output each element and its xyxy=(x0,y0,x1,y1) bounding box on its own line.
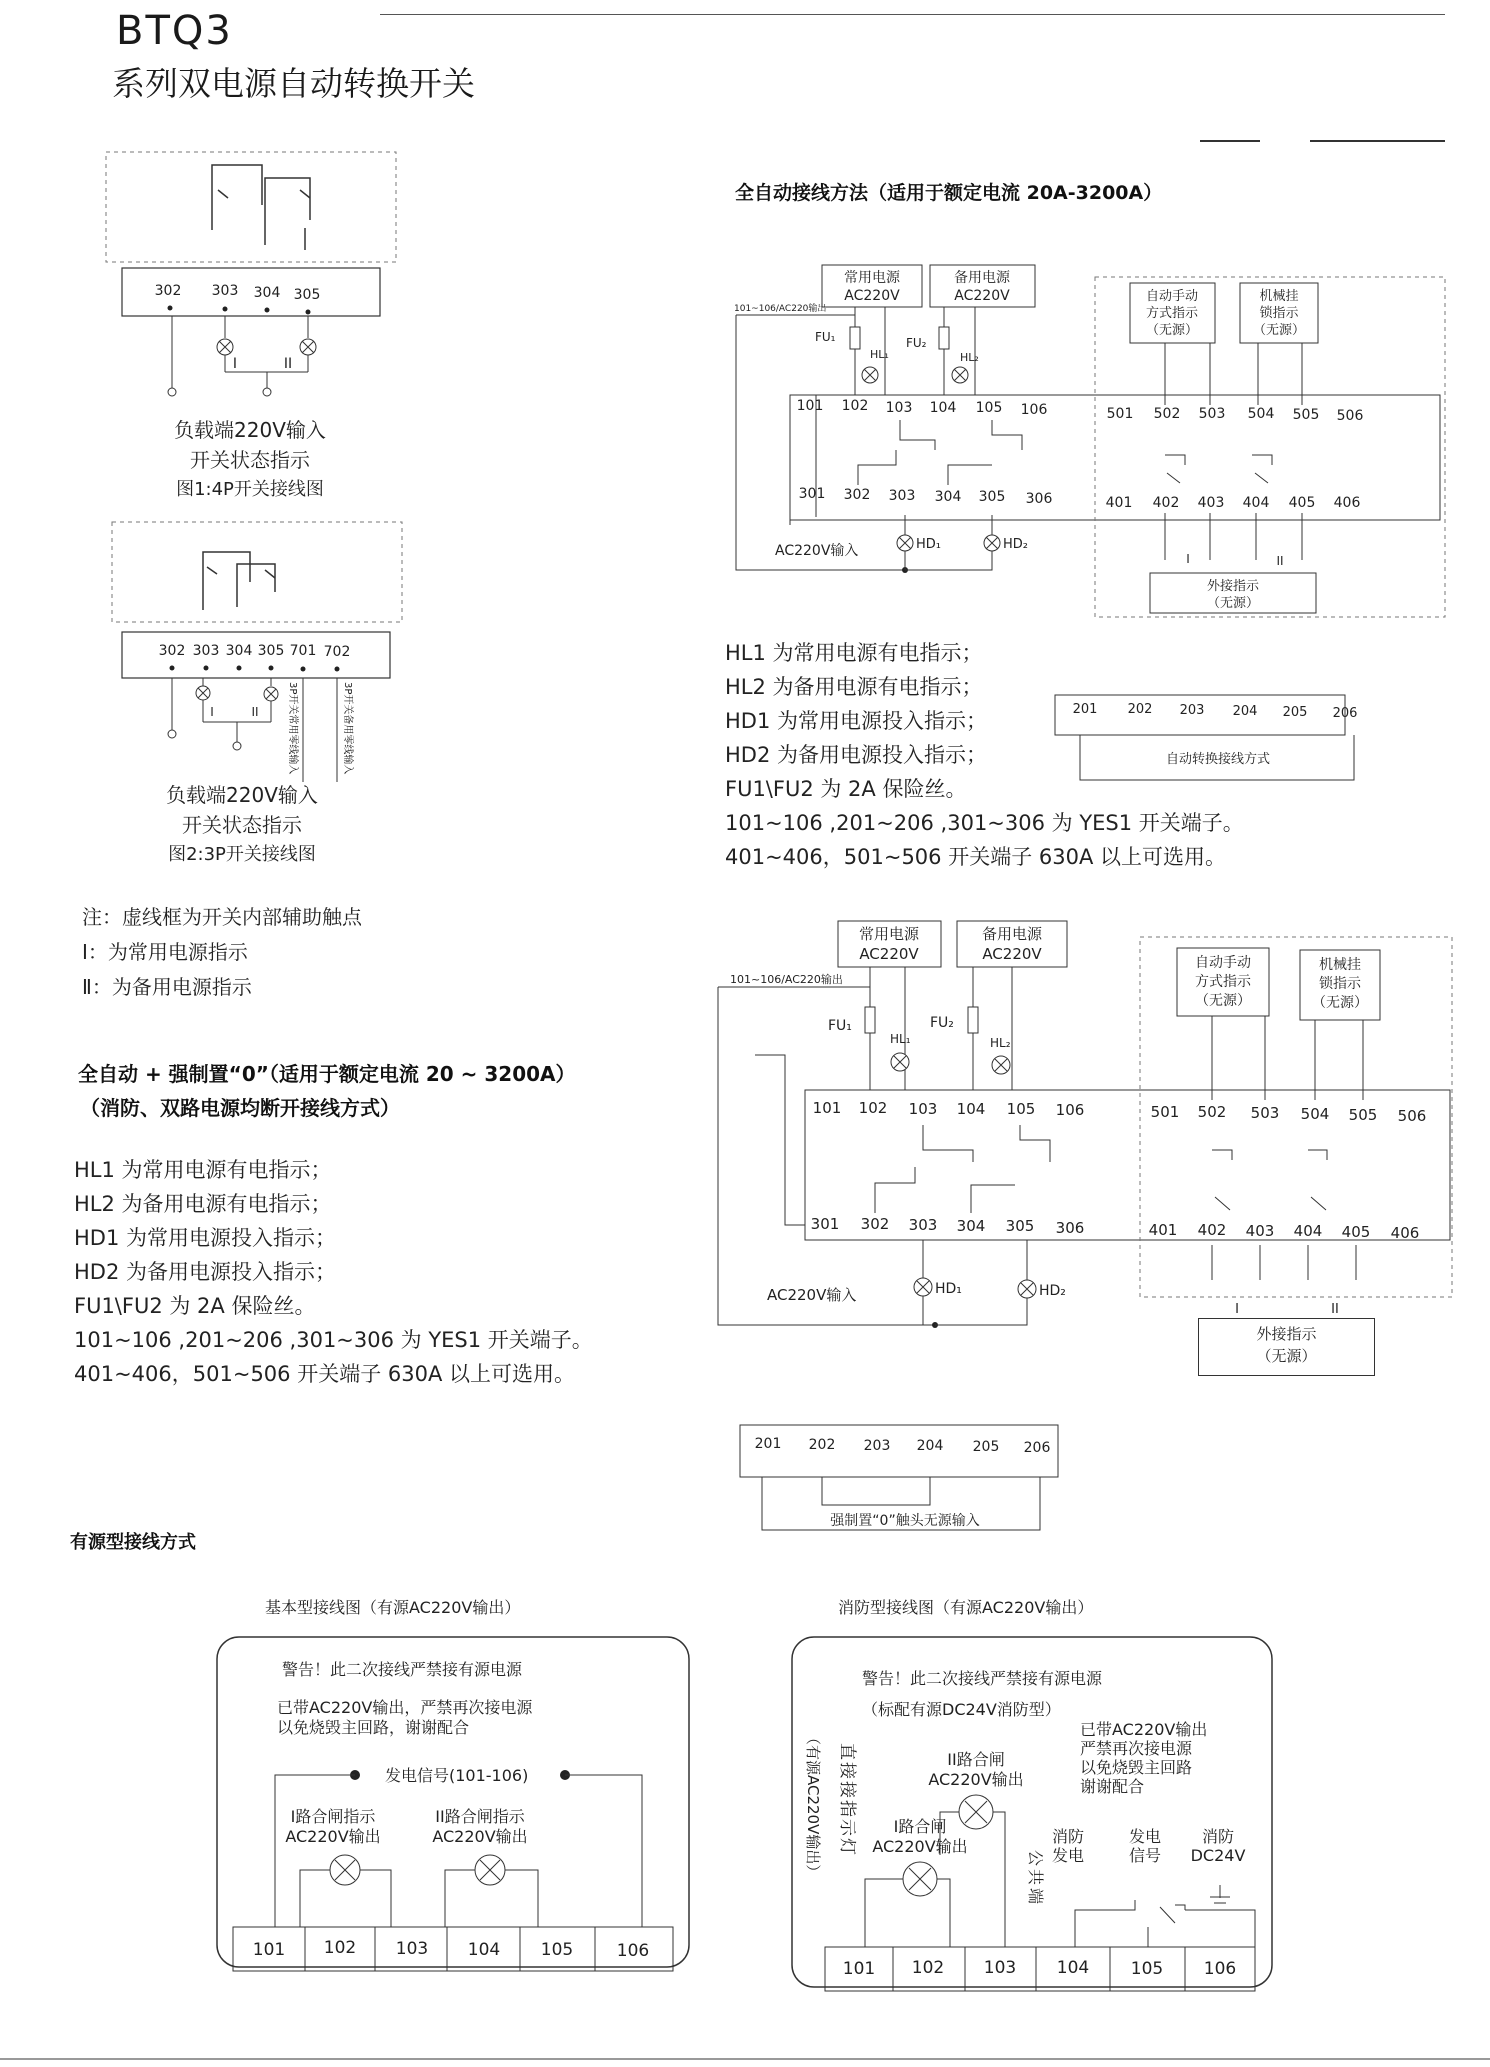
legend-b-line-5: FU1\FU2 为 2A 保险丝。 xyxy=(74,1294,316,1318)
diagram-a-ext-mark-1: I xyxy=(1186,552,1190,566)
diagram-b-r1-503: 503 xyxy=(1250,1104,1280,1122)
block-a-label: 自动转换接线方式 xyxy=(1165,752,1271,767)
fig1-term-302: 302 xyxy=(154,283,182,299)
fire-term-101: 101 xyxy=(842,1959,876,1979)
diagram-a-ext-l2: （无源） xyxy=(1206,596,1260,611)
diagram-a-ext-mark-2: II xyxy=(1276,554,1284,568)
diagram-b-r1-502: 502 xyxy=(1197,1103,1227,1121)
legend-a-line-3: HD1 为常用电源投入指示； xyxy=(725,709,987,733)
diagram-a-r2-404: 404 xyxy=(1242,495,1270,511)
basic-lamp1-l1: I路合闸指示 xyxy=(290,1807,376,1826)
diagram-b-src1-line2: AC220V xyxy=(859,945,919,963)
block-b-204: 204 xyxy=(916,1438,944,1454)
diagram-a-r1-103: 103 xyxy=(885,400,913,416)
diagram-b-ext-mark-1: I xyxy=(1235,1302,1239,1317)
diagram-a-r2-302: 302 xyxy=(843,487,871,503)
diagram-a-r2-406: 406 xyxy=(1333,495,1361,511)
fig2-term-303: 303 xyxy=(192,643,220,659)
basic-lamp1-l2: AC220V输出 xyxy=(285,1827,381,1846)
diagram-a-src1-line1: 常用电源 xyxy=(844,270,900,286)
fig2-lamp-label-1: I xyxy=(210,705,214,719)
diagram-a-r2-401: 401 xyxy=(1105,495,1133,511)
legend-b-line-7: 401~406，501~506 开关端子 630A 以上可选用。 xyxy=(74,1362,575,1386)
block-b-201: 201 xyxy=(754,1436,782,1452)
diagram-a-aux1-l2: 方式指示 xyxy=(1145,306,1199,321)
fire-title: 消防型接线图（有源AC220V输出） xyxy=(838,1598,1094,1617)
diagram-b-ext-l2: （无源） xyxy=(1256,1347,1317,1365)
fig2-aux-dashed-box xyxy=(112,522,402,622)
basic-term-103: 103 xyxy=(395,1939,429,1959)
note-line-3: Ⅱ：为备用电源指示 xyxy=(82,975,252,999)
diagram-b-hl1-label: HL₁ xyxy=(890,1032,911,1046)
fire-direct-lamp: 直接接指示灯 xyxy=(837,1743,857,1857)
page-title-code: BTQ3 xyxy=(116,8,233,54)
basic-warning: 警告！此二次接线严禁接有源电源 xyxy=(282,1660,523,1679)
page-subtitle: 系列双电源自动转换开关 xyxy=(112,64,475,103)
section-forced-subtitle: （消防、双路电源均断开接线方式） xyxy=(80,1096,400,1120)
fire-note-4: 谢谢配合 xyxy=(1080,1777,1145,1796)
fire-note-2: 严禁再次接电源 xyxy=(1080,1739,1193,1758)
section-forced-title: 全自动 + 强制置“0”（适用于额定电流 20 ~ 3200A） xyxy=(78,1062,576,1086)
diagram-a-fu1-label: FU₁ xyxy=(815,330,836,344)
diagram-a-r1-502: 502 xyxy=(1153,406,1181,422)
diagram-a-fu1 xyxy=(850,327,860,349)
diagram-b-fu2-label: FU₂ xyxy=(930,1015,954,1031)
diagram-b-hd1-label: HD₁ xyxy=(935,1281,962,1297)
fire-lamp1-l1: I路合闸 xyxy=(893,1817,947,1836)
block-b-206: 206 xyxy=(1023,1440,1051,1456)
diagram-b-r2-405: 405 xyxy=(1341,1223,1371,1241)
diagram-b xyxy=(715,915,1455,1335)
diagram-a-r2-304: 304 xyxy=(934,489,962,505)
diagram-b-aux1-l3: （无源） xyxy=(1195,993,1251,1009)
diagram-b-ext-l1: 外接指示 xyxy=(1256,1325,1317,1343)
notes-block xyxy=(82,900,362,1005)
diagram-b-fu1 xyxy=(865,1007,875,1033)
diagram-b-ac-input: AC220V输入 xyxy=(767,1286,857,1304)
note-line-2: Ⅰ：为常用电源指示 xyxy=(82,940,248,964)
diagram-a-hd1-label: HD₁ xyxy=(916,537,941,552)
basic-term-104: 104 xyxy=(467,1940,501,1960)
legend-b xyxy=(74,1153,593,1391)
diagram-a-r1-104: 104 xyxy=(929,400,957,416)
diagram-a-r2-306: 306 xyxy=(1025,491,1053,507)
diagram-a-src2-line1: 备用电源 xyxy=(954,270,1010,286)
block-b-202: 202 xyxy=(808,1437,836,1453)
legend-b-line-4: HD2 为备用电源投入指示； xyxy=(74,1260,336,1284)
fig2-term-701: 701 xyxy=(289,643,317,659)
fig1-terminal-labels xyxy=(155,283,321,303)
block-a-202: 202 xyxy=(1127,702,1153,717)
fig1-aux-dashed-box xyxy=(106,152,396,262)
fig2-caption-line-1: 负载端220V输入 xyxy=(166,783,318,807)
diagram-b-aux2-l2: 锁指示 xyxy=(1319,976,1361,992)
diagram-a-aux2-l2: 锁指示 xyxy=(1259,306,1299,321)
diagram-a-r1-501: 501 xyxy=(1106,406,1134,422)
fire-standard: （标配有源DC24V消防型） xyxy=(862,1700,1061,1719)
fire-lamp2-l2: AC220V输出 xyxy=(928,1770,1024,1789)
diagram-a xyxy=(730,255,1450,625)
fire-side-vertical: （有源AC220V输出） xyxy=(804,1730,822,1880)
diagram-b-fu2 xyxy=(968,1007,978,1033)
diagram-a-r2-403: 403 xyxy=(1197,495,1225,511)
fire-gen-signal-1: 发电 xyxy=(1128,1827,1162,1846)
fire-term-105: 105 xyxy=(1130,1959,1164,1979)
legend-a-line-2: HL2 为备用电源有电指示； xyxy=(725,675,983,699)
diagram-b-r2-303: 303 xyxy=(908,1216,938,1234)
diagram-a-fu2 xyxy=(939,327,949,349)
diagram-b-aux1-l1: 自动手动 xyxy=(1195,955,1251,971)
diagram-a-r1-503: 503 xyxy=(1198,406,1226,422)
fire-fire-dc-1: 消防 xyxy=(1201,1827,1235,1846)
fig2-term-702: 702 xyxy=(323,644,351,660)
diagram-a-src2-line2: AC220V xyxy=(954,288,1010,304)
block-a-203: 203 xyxy=(1179,703,1205,718)
diagram-b-aux2-l3: （无源） xyxy=(1312,995,1368,1011)
diagram-b-hl2-label: HL₂ xyxy=(990,1036,1011,1050)
diagram-a-r1-504: 504 xyxy=(1247,406,1275,422)
fire-note-3: 以免烧毁主回路 xyxy=(1080,1758,1193,1777)
diagram-b-aux1-l2: 方式指示 xyxy=(1195,974,1251,990)
diagram-a-aux2-l3: （无源） xyxy=(1252,323,1306,338)
basic-term-106: 106 xyxy=(616,1941,650,1961)
fig1-contact-1 xyxy=(212,165,262,230)
diagram-a-aux1-l1: 自动手动 xyxy=(1145,289,1199,304)
block-a-201: 201 xyxy=(1072,702,1098,717)
fire-term-106: 106 xyxy=(1203,1959,1237,1979)
fire-term-102: 102 xyxy=(911,1958,945,1978)
diagram-b-r1-104: 104 xyxy=(956,1100,986,1118)
diagram-a-r1-106: 106 xyxy=(1020,402,1048,418)
diagram-b-r2-403: 403 xyxy=(1245,1222,1275,1240)
diagram-a-aux1-l3: （无源） xyxy=(1145,323,1199,338)
section-active-title: 有源型接线方式 xyxy=(70,1532,196,1553)
legend-a-line-5: FU1\FU2 为 2A 保险丝。 xyxy=(725,777,967,801)
diagram-b-hd2-label: HD₂ xyxy=(1039,1283,1066,1299)
legend-a-line-6: 101~106 ,201~206 ,301~306 为 YES1 开关端子。 xyxy=(725,811,1244,835)
fig2-caption xyxy=(142,780,342,870)
header-rule-right-short xyxy=(1200,140,1260,142)
diagram-a-out-label: 101~106/AC220输出 xyxy=(734,304,827,314)
header-rule xyxy=(380,14,1445,15)
fire-warning: 警告！此二次接线严禁接有源电源 xyxy=(862,1669,1103,1688)
basic-text-1: 已带AC220V输出，严禁再次接电源 xyxy=(277,1698,533,1717)
diagram-a-ac-input: AC220V输入 xyxy=(775,543,859,559)
fig2-term-305: 305 xyxy=(257,643,285,659)
footer-rule xyxy=(0,2058,1490,2060)
diagram-b-ext-mark-2: II xyxy=(1331,1302,1339,1317)
legend-a-line-1: HL1 为常用电源有电指示； xyxy=(725,641,983,665)
diagram-a-r1-105: 105 xyxy=(975,400,1003,416)
diagram-a-r2-305: 305 xyxy=(978,489,1006,505)
basic-term-105: 105 xyxy=(540,1940,574,1960)
header-rule-right xyxy=(1310,140,1445,142)
diagram-b-r1-101: 101 xyxy=(812,1099,842,1117)
fire-common: 公共端 xyxy=(1026,1850,1045,1908)
diagram-b-r1-505: 505 xyxy=(1348,1106,1378,1124)
basic-text-2: 以免烧毁主回路，谢谢配合 xyxy=(277,1718,470,1737)
fire-fire-gen-2: 发电 xyxy=(1051,1846,1085,1865)
legend-b-line-1: HL1 为常用电源有电指示； xyxy=(74,1158,332,1182)
diagram-a-r1-101: 101 xyxy=(796,398,824,414)
diagram-a-hl1-label: HL₁ xyxy=(870,348,889,361)
fig1-caption-line-3: 图1:4P开关接线图 xyxy=(176,479,324,500)
diagram-a-ext-l1: 外接指示 xyxy=(1206,579,1260,594)
fig1-term-305: 305 xyxy=(293,287,321,303)
fig1-lamp-label-1: I xyxy=(232,356,238,372)
diagram-a-hl2-label: HL₂ xyxy=(960,351,979,364)
diagram-b-src2-line2: AC220V xyxy=(982,945,1042,963)
diagram-a-r2-405: 405 xyxy=(1288,495,1316,511)
fire-term-103: 103 xyxy=(983,1958,1017,1978)
diagram-b-r2-404: 404 xyxy=(1293,1222,1323,1240)
block-201-a xyxy=(1055,690,1358,790)
diagram-b-r1-105: 105 xyxy=(1006,1100,1036,1118)
diagram-a-row2 xyxy=(799,486,1361,511)
fig2-vnote-1: 3P开关常用零线输入 xyxy=(287,682,298,775)
fig1-caption-line-2: 开关状态指示 xyxy=(190,448,310,472)
fire-gen-signal-2: 信号 xyxy=(1128,1846,1162,1865)
basic-lamp2-l1: II路合闸指示 xyxy=(435,1807,525,1826)
fig1-diagram xyxy=(100,150,420,400)
fire-fire-gen-1: 消防 xyxy=(1051,1827,1085,1846)
diagram-b-r1-106: 106 xyxy=(1055,1101,1085,1119)
fig1-term-304: 304 xyxy=(253,285,281,301)
block-a-206: 206 xyxy=(1332,706,1358,721)
note-line-1: 注：虚线框为开关内部辅助触点 xyxy=(82,905,362,929)
fire-lamp1-l2: AC220V输出 xyxy=(872,1837,968,1856)
block-a-204: 204 xyxy=(1232,704,1258,719)
block-201-b xyxy=(740,1420,1070,1540)
fig1-contact-2 xyxy=(265,178,310,245)
diagram-b-src1-line1: 常用电源 xyxy=(858,925,920,943)
legend-b-line-3: HD1 为常用电源投入指示； xyxy=(74,1226,336,1250)
diagram-a-fu2-label: FU₂ xyxy=(906,336,927,350)
diagram-b-r2-401: 401 xyxy=(1148,1221,1178,1239)
fig1-caption-line-1: 负载端220V输入 xyxy=(174,418,326,442)
legend-a-line-4: HD2 为备用电源投入指示； xyxy=(725,743,987,767)
fig1-lamp-label-2: II xyxy=(283,356,293,372)
diagram-b-r2-306: 306 xyxy=(1055,1219,1085,1237)
diagram-b-fu1-label: FU₁ xyxy=(828,1018,852,1034)
diagram-a-r1-506: 506 xyxy=(1336,408,1364,424)
basic-term-102: 102 xyxy=(323,1938,357,1958)
diagram-b-aux2-l1: 机械挂 xyxy=(1319,957,1361,973)
fig2-diagram xyxy=(100,522,420,782)
diagram-a-r2-303: 303 xyxy=(888,488,916,504)
fig2-term-304: 304 xyxy=(225,643,253,659)
diagram-a-row1 xyxy=(797,398,1364,424)
basic-panel xyxy=(215,1635,695,1975)
diagram-b-r2-305: 305 xyxy=(1005,1217,1035,1235)
fig2-lamp-label-2: II xyxy=(251,705,259,719)
diagram-a-r2-301: 301 xyxy=(798,486,826,502)
legend-b-line-6: 101~106 ,201~206 ,301~306 为 YES1 开关端子。 xyxy=(74,1328,593,1352)
diagram-b-src2-line1: 备用电源 xyxy=(981,925,1043,943)
fig2-vnote-2: 3P开关备用零线输入 xyxy=(342,682,353,775)
diagram-b-r2-301: 301 xyxy=(810,1215,840,1233)
basic-term-101: 101 xyxy=(252,1940,286,1960)
diagram-a-r2-402: 402 xyxy=(1152,495,1180,511)
fig2-caption-line-2: 开关状态指示 xyxy=(182,813,302,837)
diagram-b-r1-103: 103 xyxy=(908,1100,938,1118)
diagram-b-out-label: 101~106/AC220输出 xyxy=(730,973,843,986)
block-b-203: 203 xyxy=(863,1438,891,1454)
diagram-b-ext-label xyxy=(1198,1318,1375,1376)
block-a-205: 205 xyxy=(1282,705,1308,720)
section-auto-title: 全自动接线方法（适用于额定电流 20A-3200A） xyxy=(735,182,1163,204)
fire-fire-dc-2: DC24V xyxy=(1190,1846,1246,1865)
fire-panel xyxy=(790,1635,1280,1995)
fig1-caption xyxy=(150,415,350,505)
diagram-a-r1-102: 102 xyxy=(841,398,869,414)
diagram-b-r1-506: 506 xyxy=(1397,1107,1427,1125)
fig2-term-302: 302 xyxy=(158,643,186,659)
diagram-b-r2-402: 402 xyxy=(1197,1221,1227,1239)
fig1-term-303: 303 xyxy=(211,283,239,299)
diagram-b-r1-501: 501 xyxy=(1150,1103,1180,1121)
legend-a-line-7: 401~406，501~506 开关端子 630A 以上可选用。 xyxy=(725,845,1226,869)
diagram-b-r2-406: 406 xyxy=(1390,1224,1420,1242)
diagram-a-src1-line2: AC220V xyxy=(844,288,900,304)
fire-lamp2-l1: II路合闸 xyxy=(947,1750,1005,1769)
fig2-caption-line-3: 图2:3P开关接线图 xyxy=(168,844,316,865)
basic-signal: 发电信号(101-106) xyxy=(385,1766,529,1785)
fire-term-104: 104 xyxy=(1056,1958,1090,1978)
diagram-a-aux2-l1: 机械挂 xyxy=(1259,289,1299,304)
diagram-b-r1-102: 102 xyxy=(858,1099,888,1117)
basic-lamp2-l2: AC220V输出 xyxy=(432,1827,528,1846)
legend-b-line-2: HL2 为备用电源有电指示； xyxy=(74,1192,332,1216)
block-b-label: 强制置“0”触头无源输入 xyxy=(830,1513,980,1529)
diagram-b-r2-302: 302 xyxy=(860,1215,890,1233)
block-b-205: 205 xyxy=(972,1439,1000,1455)
diagram-a-r1-505: 505 xyxy=(1292,407,1320,423)
basic-title: 基本型接线图（有源AC220V输出） xyxy=(265,1598,521,1617)
diagram-a-hd2-label: HD₂ xyxy=(1003,537,1028,552)
fire-note-1: 已带AC220V输出 xyxy=(1080,1720,1208,1739)
diagram-b-r1-504: 504 xyxy=(1300,1105,1330,1123)
diagram-b-r2-304: 304 xyxy=(956,1217,986,1235)
